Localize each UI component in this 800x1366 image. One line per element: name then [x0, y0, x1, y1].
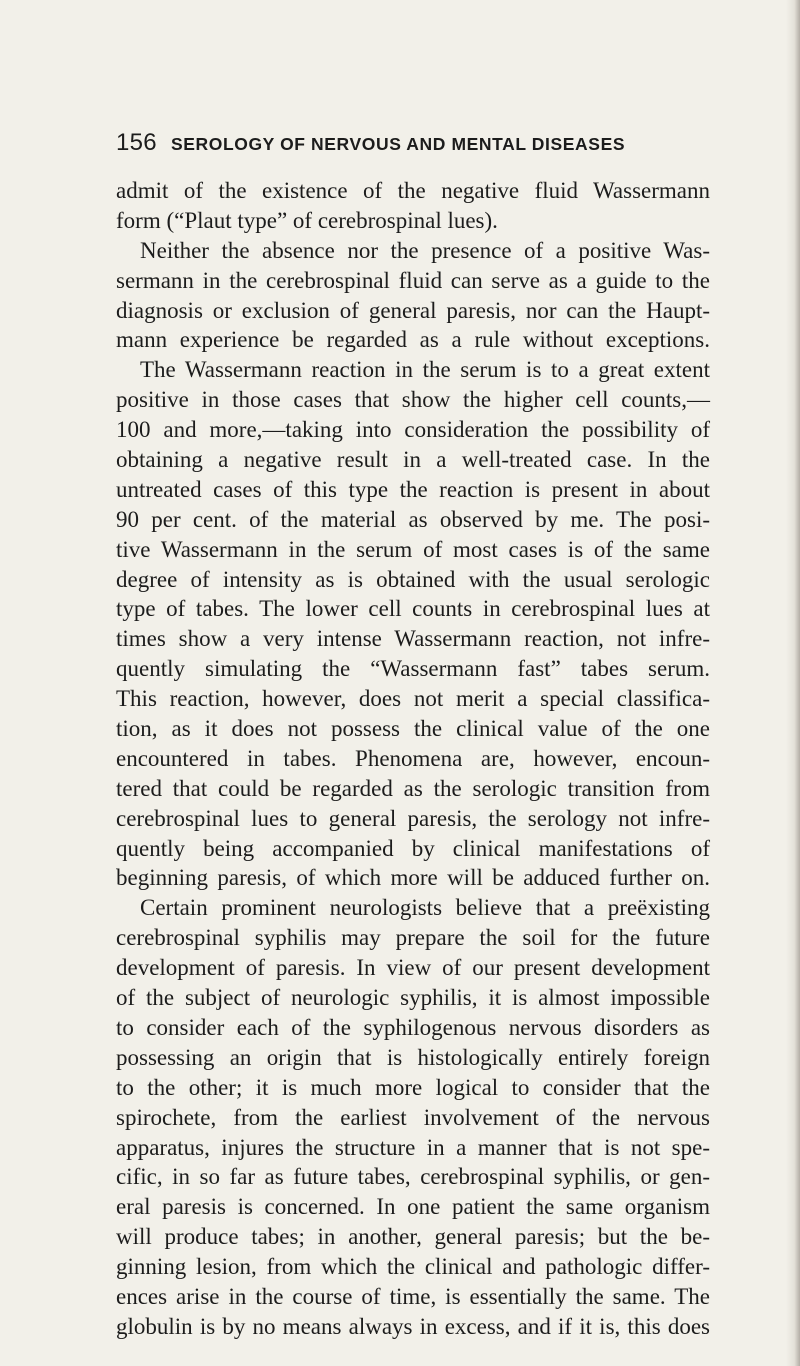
- text-line: sermann in the cerebrospinal fluid can serve as a guide to the: [116, 267, 710, 293]
- text-line: This reaction, however, does not merit a special classifica-: [116, 686, 710, 712]
- text-line: cerebrospinal syphilis may prepare the soil for the future: [116, 925, 710, 951]
- page-edge-shadow: [786, 0, 800, 1366]
- running-head-title: SEROLOGY OF NERVOUS AND MENTAL DISEASES: [170, 134, 626, 154]
- text-line: to the other; it is much more logical to consider that the: [116, 1074, 710, 1100]
- text-line: possessing an origin that is histologically entirely foreign: [116, 1044, 710, 1070]
- text-line: encountered in tabes. Phenomena are, however, encoun-: [116, 745, 710, 771]
- text-line: untreated cases of this type the reaction is present in about: [116, 476, 710, 502]
- text-line: tive Wassermann in the serum of most cases is of the same: [116, 536, 710, 562]
- text-line: The Wassermann reaction in the serum is to a great extent: [140, 357, 710, 383]
- text-line: apparatus, injures the structure in a manner that is not spe-: [116, 1134, 710, 1160]
- text-line: type of tabes. The lower cell counts in cerebrospinal lues at: [116, 596, 710, 622]
- text-line: obtaining a negative result in a well-treated case. In the: [116, 447, 710, 473]
- body-text: [116, 176, 710, 1342]
- text-line: cerebrospinal lues to general paresis, the serology not infre-: [116, 805, 710, 831]
- text-line: tion, as it does not possess the clinical value of the one: [116, 716, 710, 742]
- text-line: globulin is by no means always in excess, and if it is, this does: [116, 1313, 710, 1339]
- text-line: ginning lesion, from which the clinical and pathologic differ-: [116, 1254, 710, 1280]
- text-line: tered that could be regarded as the serologic transition from: [116, 775, 710, 801]
- text-line: form (“Plaut type” of cerebrospinal lues).: [116, 207, 498, 233]
- text-line: admit of the existence of the negative fluid Wassermann: [116, 178, 710, 203]
- text-line: times show a very intense Wassermann reaction, not infre-: [116, 626, 710, 652]
- paragraph-start-line: Neither the absence nor the presence of a positive Was-: [140, 237, 710, 263]
- paragraph-start-line: Certain prominent neurologists believe that a preëxisting: [140, 895, 710, 921]
- text-line: quently being accompanied by clinical manifestations of: [116, 835, 710, 861]
- text-line: 90 per cent. of the material as observed by me. The posi-: [116, 506, 710, 532]
- text-line: ences arise in the course of time, is essentially the same. The: [116, 1283, 710, 1309]
- text-line: mann experience be regarded as a rule without exceptions.: [116, 327, 710, 353]
- page-number: 156: [116, 129, 157, 156]
- text-line: quently simulating the “Wassermann fast” tabes serum.: [116, 656, 710, 682]
- text-line: of the subject of neurologic syphilis, it is almost impossible: [116, 985, 710, 1011]
- text-line: eral paresis is concerned. In one patient the same organism: [116, 1194, 710, 1220]
- text-line: beginning paresis, of which more will be adduced further on.: [116, 865, 710, 891]
- text-line: degree of intensity as is obtained with the usual serologic: [116, 566, 710, 592]
- text-line: spirochete, from the earliest involvement of the nervous: [116, 1104, 710, 1130]
- running-head: [116, 130, 676, 157]
- text-line: positive in those cases that show the higher cell counts,—: [116, 387, 710, 413]
- text-line: diagnosis or exclusion of general paresis, nor can the Haupt-: [116, 297, 710, 323]
- text-line: development of paresis. In view of our present development: [116, 955, 710, 981]
- text-line: will produce tabes; in another, general paresis; but the be-: [116, 1224, 710, 1250]
- text-line: to consider each of the syphilogenous nervous disorders as: [116, 1014, 710, 1040]
- text-line: 100 and more,—taking into consideration the possibility of: [116, 417, 710, 443]
- text-line: cific, in so far as future tabes, cerebrospinal syphilis, or gen-: [116, 1164, 710, 1190]
